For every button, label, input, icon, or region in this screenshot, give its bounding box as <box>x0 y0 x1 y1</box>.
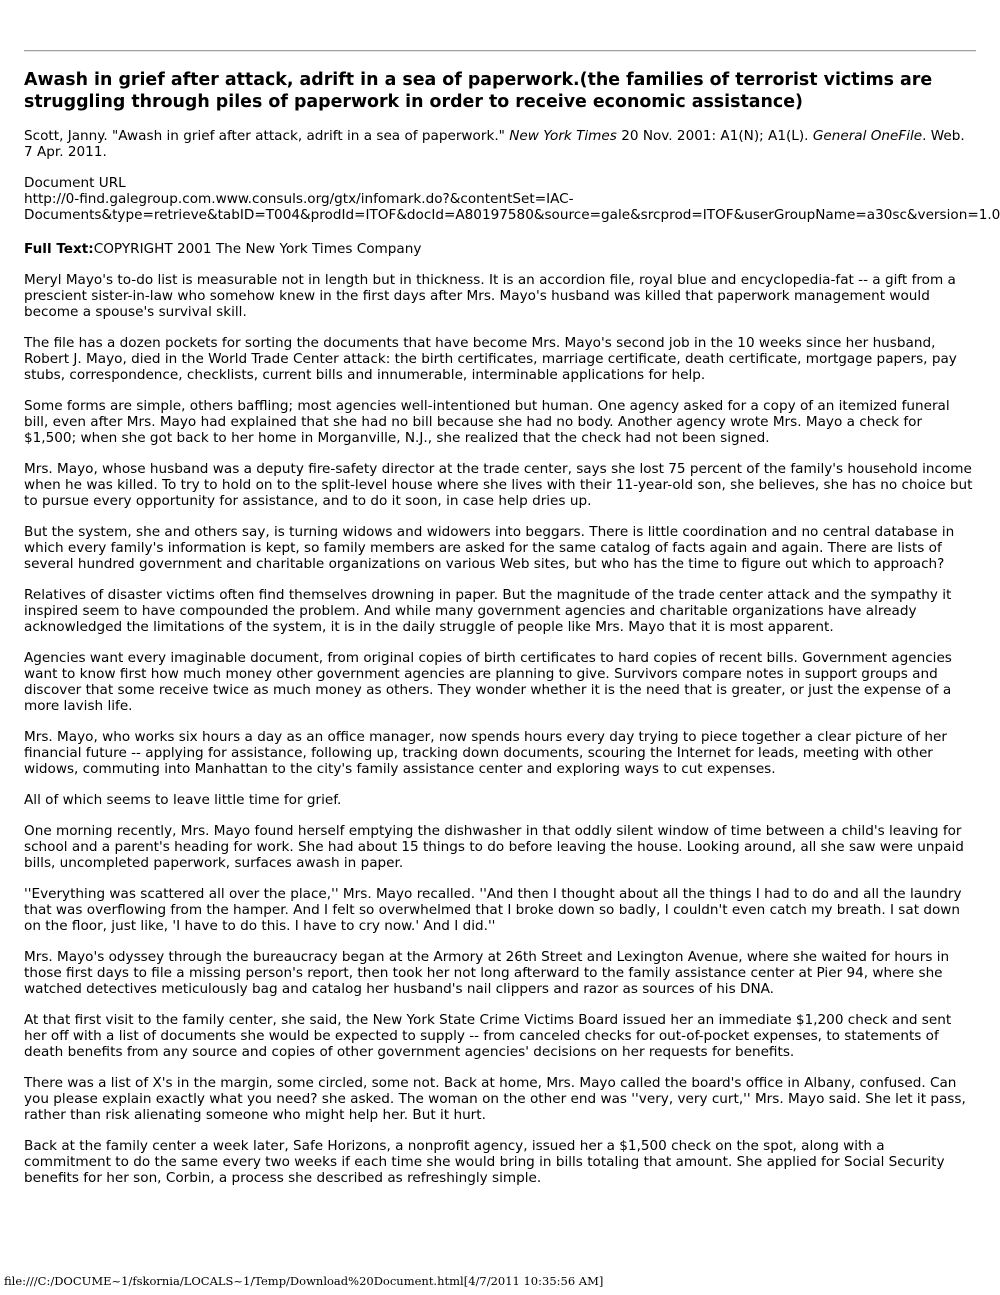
citation-date: 20 Nov. 2001: A1(N); A1(L). <box>616 128 813 144</box>
paragraph: Agencies want every imaginable document, from original copies of birth certificates to hard copies of recent bills. Government agencies want to know first how much money other government agencies are planning to give. Survivors compare notes in support groups and discover that some receive twice as much money as others. They wonder whether it is the need that is greater, or just the expense of a more lavish life. <box>24 650 952 714</box>
paragraph: Mrs. Mayo, who works six hours a day as an office manager, now spends hours every day trying to piece together a clear picture of her financial future -- applying for assistance, following up, tracking down documents, scouring the Internet for leads, meeting with other widows, commuting into Manhattan to the city's family assistance center and exploring ways to cut expenses. <box>24 729 947 777</box>
article <box>24 69 1000 1201</box>
full-text-label: Full Text: <box>24 241 94 257</box>
citation-prefix: Scott, Janny. "Awash in grief after attack, adrift in a sea of paperwork." <box>24 128 510 144</box>
copyright-notice: COPYRIGHT 2001 The New York Times Company <box>93 241 422 257</box>
paragraph: Meryl Mayo's to-do list is measurable not in length but in thickness. It is an accordion file, royal blue and encyclopedia-fat -- a gift from a prescient sister-in-law who somehow knew in the first days after Mrs. Mayo's husband was killed that paperwork management would become a spouse's survival skill. <box>24 272 956 320</box>
paragraph: ''Everything was scattered all over the place,'' Mrs. Mayo recalled. ''And then I thought about all the things I had to do and all the laundry that was overflowing from the hamper. And I felt so overwhelmed that I broke down so badly, I couldn't even catch my breath. I sat down on the floor, just like, 'I have to do this. I have to cry now.' And I did.'' <box>24 886 962 934</box>
citation-suffix: . Web. 7 Apr. 2011. <box>24 128 965 160</box>
full-text-heading <box>24 241 974 257</box>
paragraph: All of which seems to leave little time for grief. <box>24 792 342 808</box>
document-url-line-2[interactable]: Documents&type=retrieve&tabID=T004&prodId=ITOF&docId=A80197580&source=gale&srcprod=ITOF&userGroupName=a30sc&version=1.0 <box>24 207 1000 223</box>
top-divider <box>24 50 976 52</box>
paragraph: Relatives of disaster victims often find themselves drowning in paper. But the magnitude of the trade center attack and the sympathy it inspired seem to have compounded the problem. And while many government agencies and charitable organizations have already acknowledged the limitations of the system, it is in the daily struggle of people like Mrs. Mayo that it is most apparent. <box>24 587 952 635</box>
article-title: Awash in grief after attack, adrift in a sea of paperwork.(the families of terrorist victims are struggling through piles of paperwork in order to receive economic assistance) <box>24 70 933 112</box>
document-url-label: Document URL <box>24 175 126 191</box>
document-url-line-1[interactable]: http://0-find.galegroup.com.www.consuls.org/gtx/infomark.do?&contentSet=IAC- <box>24 191 574 207</box>
paragraph: Mrs. Mayo's odyssey through the bureaucracy began at the Armory at 26th Street and Lexington Avenue, where she waited for hours in those first days to file a missing person's report, then took her not long afterward to the family assistance center at Pier 94, where she watched detectives meticulously bag and catalog her husband's nail clippers and razor as sources of his DNA. <box>24 949 950 997</box>
citation-database: General OneFile <box>812 128 923 144</box>
paragraph: Mrs. Mayo, whose husband was a deputy fire-safety director at the trade center, says she lost 75 percent of the family's household income when he was killed. To try to hold on to the split-level house where she lives with their 11-year-old son, she believes, she has no choice but to pursue every opportunity for assistance, and to do it soon, in case help dries up. <box>24 461 973 509</box>
document-url-section <box>24 175 1000 223</box>
print-footer-path: file:///C:/DOCUME~1/fskornia/LOCALS~1/Temp/Download%20Document.html[4/7/2011 10:35:56 AM] <box>4 1274 604 1288</box>
paragraph: At that first visit to the family center, she said, the New York State Crime Victims Board issued her an immediate $1,200 check and sent her off with a list of documents she would be expected to supply -- from canceled checks for out-of-pocket expenses, to statements of death benefits from any source and copies of other government agencies' decisions on her requests for benefits. <box>24 1012 952 1060</box>
paragraph: But the system, she and others say, is turning widows and widowers into beggars. There is little coordination and no central database in which every family's information is kept, so family members are asked for the same catalog of facts again and again. There are lists of several hundred government and charitable organizations on various Web sites, but who has the time to figure out which to approach? <box>24 524 955 572</box>
paragraph: One morning recently, Mrs. Mayo found herself emptying the dishwasher in that oddly silent window of time between a child's leaving for school and a parent's heading for work. She had about 15 things to do before leaving the house. Looking around, all she saw were unpaid bills, uncompleted paperwork, surfaces awash in paper. <box>24 823 964 871</box>
citation-publication: New York Times <box>509 128 617 144</box>
paragraph: There was a list of X's in the margin, some circled, some not. Back at home, Mrs. Mayo called the board's office in Albany, confused. Can you please explain exactly what you need? she asked. The woman on the other end was ''very, very curt,'' Mrs. Mayo said. She let it pass, rather than risk alienating someone who might help her. But it hurt. <box>24 1075 966 1123</box>
paragraph: Back at the family center a week later, Safe Horizons, a nonprofit agency, issued her a $1,500 check on the spot, along with a commitment to do the same every two weeks if each time she would bring in bills totaling that amount. She applied for Social Security benefits for her son, Corbin, a process she described as refreshingly simple. <box>24 1138 945 1186</box>
citation <box>24 128 974 160</box>
paragraph: The file has a dozen pockets for sorting the documents that have become Mrs. Mayo's second job in the 10 weeks since her husband, Robert J. Mayo, died in the World Trade Center attack: the birth certificates, marriage certificate, death certificate, mortgage papers, pay stubs, correspondence, checklists, current bills and innumerable, interminable applications for help. <box>24 335 957 383</box>
paragraph: Some forms are simple, others baffling; most agencies well-intentioned but human. One agency asked for a copy of an itemized funeral bill, even after Mrs. Mayo had explained that she had no bill because she had no body. Another agency wrote Mrs. Mayo a check for $1,500; when she got back to her home in Morganville, N.J., she realized that the check had not been signed. <box>24 398 950 446</box>
